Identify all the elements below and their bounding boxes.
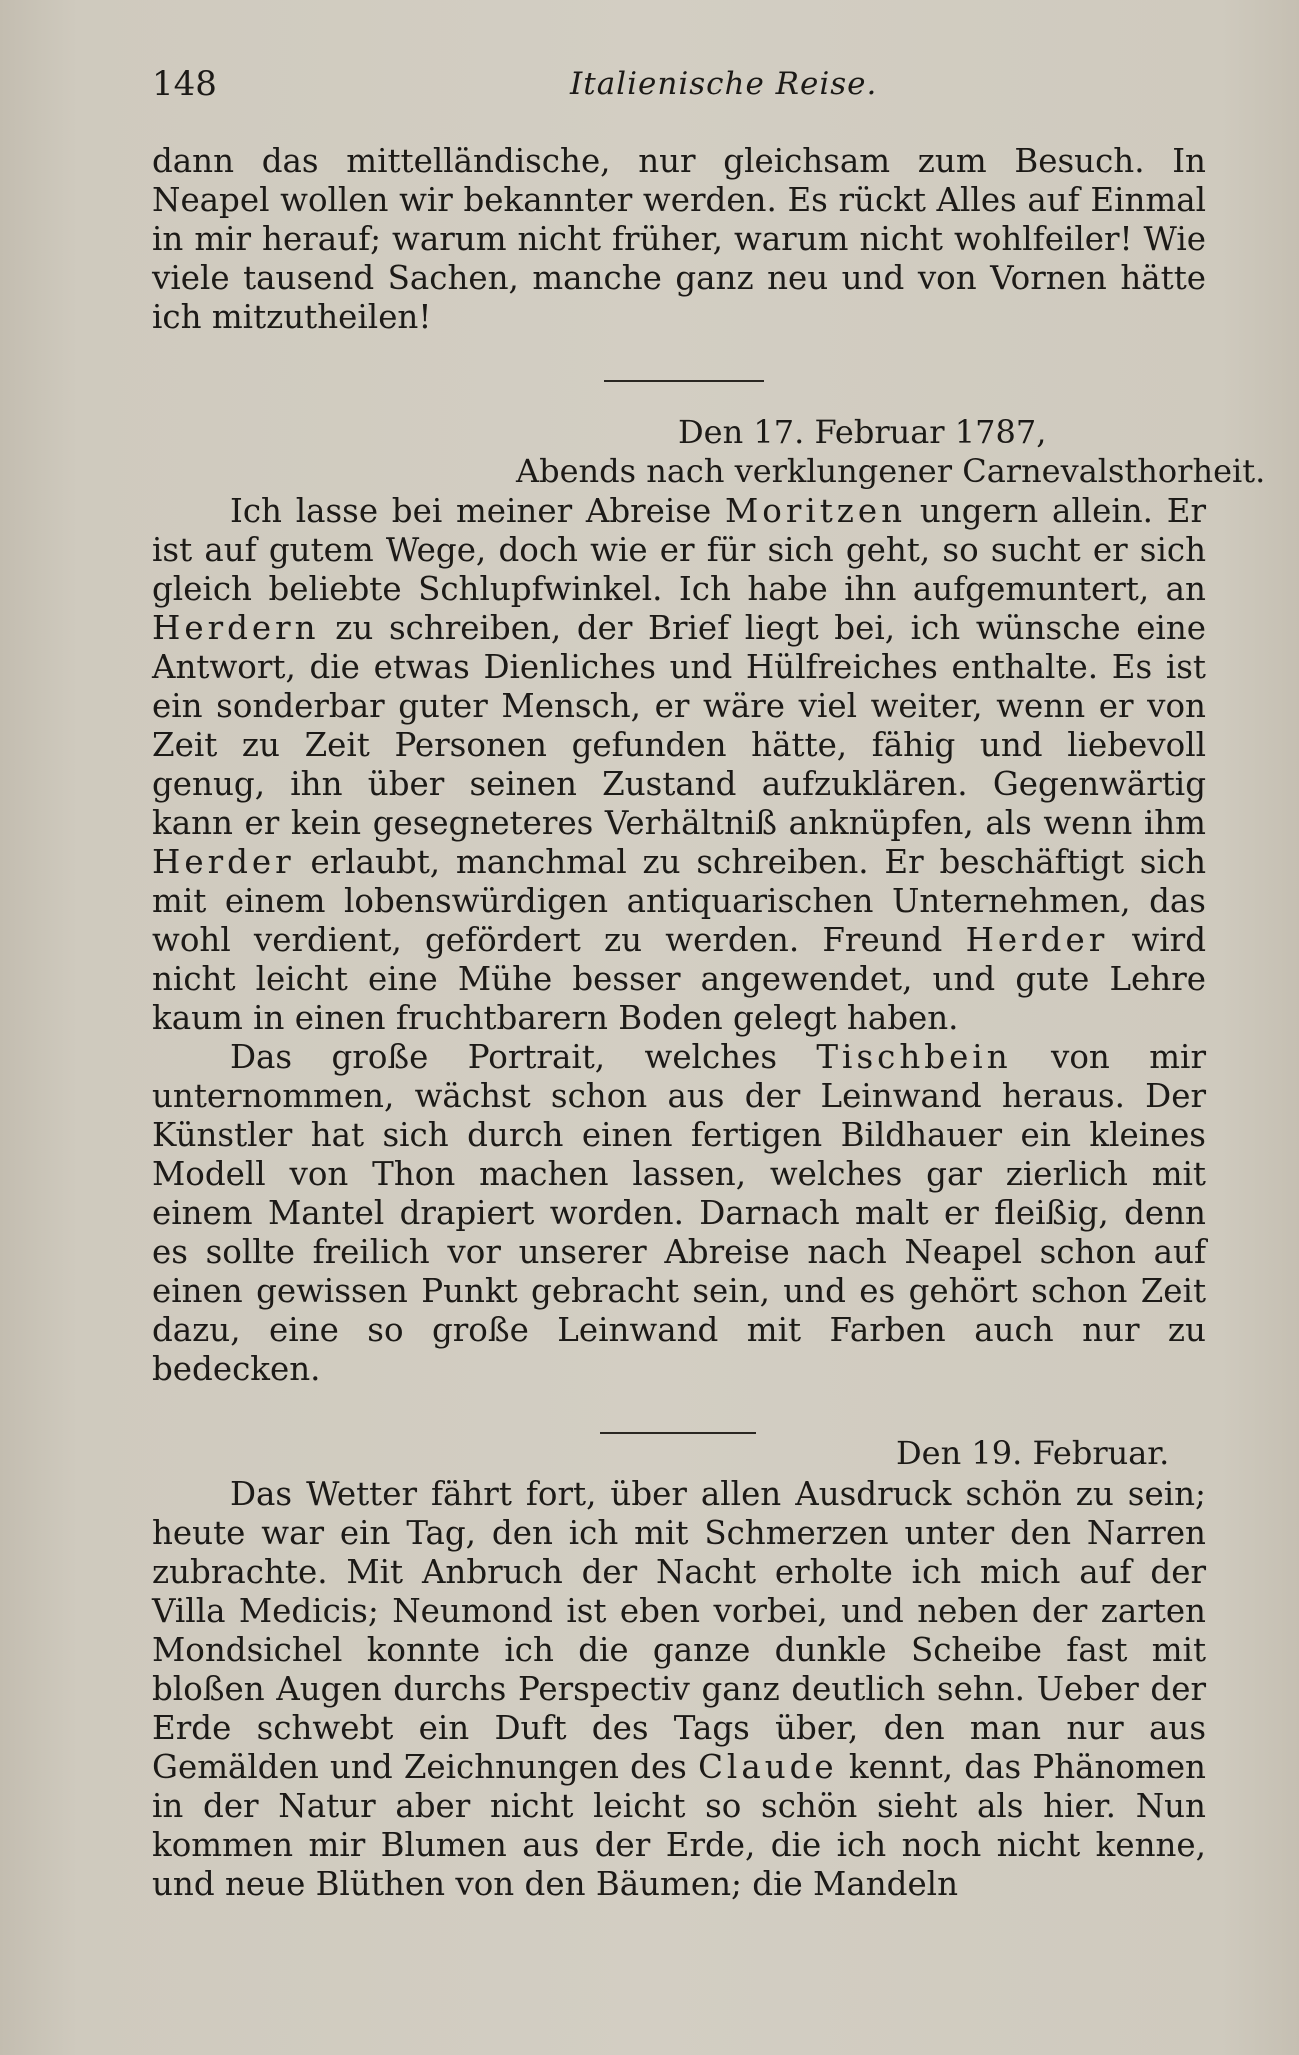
entry-date: Den 17. Februar 1787, [678, 413, 1047, 451]
paragraph [152, 492, 1206, 1038]
text-run: von mir unternommen, wächst schon aus der Leinwand heraus. Der Künstler hat sich durch einen fertigen Bildhauer ein kleines Modell von Thon machen lassen, welches gar zierlich mit einem Mantel drapiert worden. Darnach malt er fleißig, denn es sollte freilich vor unserer Abreise nach Neapel schon auf einen gewissen Punkt gebracht sein, und es gehört schon Zeit dazu, eine so große Leinwand mit Farben auch nur zu bedecken. [152, 1038, 1206, 1388]
section-divider [604, 380, 764, 382]
spaced-name: Herder [965, 921, 1109, 959]
paragraph-text: dann das mittelländische, nur gleichsam zum Besuch. In Neapel wollen wir bekannter werden. Es rückt Alles auf Einmal in mir herauf; warum nicht früher, warum nicht wohlfeiler! Wie viele tausend Sachen, manche ganz neu und von Vornen hätte ich mitzutheilen! [152, 142, 1206, 336]
opening-paragraph [152, 142, 1206, 337]
entry-19-body [152, 1475, 1206, 1904]
spaced-name: Herdern [152, 609, 320, 647]
section-divider [600, 1432, 756, 1434]
running-head: Italienische Reise. [570, 66, 878, 102]
text-run: wird nicht leicht eine Mühe besser angewendet, und gute Lehre kaum in einen fruchtbarern Boden gelegt haben. [152, 921, 1207, 1037]
spaced-name: Tischbein [816, 1038, 1012, 1076]
text-run: erlaubt, manchmal zu schreiben. Er beschäftigt sich mit einem lobenswürdigen antiquarischen Unternehmen, das wohl verdient, gefördert zu werden. Freund [152, 843, 1206, 959]
paragraph [152, 1038, 1206, 1389]
text-run: kennt, das Phänomen in der Natur aber nicht leicht so schön sieht als hier. Nun kommen mir Blumen aus der Erde, die ich noch nicht kenne, und neue Blüthen von den Bäumen; die Mandeln [152, 1748, 1206, 1903]
spaced-name: Moritzen [724, 492, 907, 530]
text-run: zu schreiben, der Brief liegt bei, ich wünsche eine Antwort, die etwas Dienliches und Hülfreiches enthalte. Es ist ein sonderbar guter Mensch, er wäre viel weiter, wenn er von Zeit zu Zeit Personen gefunden hätte, fähig und liebevoll genug, ihn über seinen Zustand aufzuklären. Gegenwärtig kann er kein gesegneteres Verhältniß anknüpfen, als wenn ihm [152, 609, 1206, 842]
page-number: 148 [152, 64, 217, 104]
entry-subtitle: Abends nach verklungener Carnevalsthorheit. [516, 452, 1266, 490]
text-run: Das große Portrait, welches [230, 1038, 817, 1076]
page-header [152, 64, 1152, 108]
spaced-name: Herder [152, 843, 295, 881]
spaced-name: Claude [698, 1748, 838, 1786]
entry-17-body [152, 492, 1206, 1389]
paragraph [152, 1475, 1206, 1904]
text-run: Das Wetter fährt fort, über allen Ausdruck schön zu sein; heute war ein Tag, den ich mit Schmerzen unter den Narren zubrachte. Mit Anbruch der Nacht erholte ich mich auf der Villa Medicis; Neumond ist eben vorbei, und neben der zarten Mondsichel konnte ich die ganze dunkle Scheibe fast mit bloßen Augen durchs Perspectiv ganz deutlich sehn. Ueber der Erde schwebt ein Duft des Tags über, den man nur aus Gemälden und Zeichnungen des [152, 1475, 1206, 1786]
entry-date: Den 19. Februar. [896, 1434, 1170, 1472]
text-run: Ich lasse bei meiner Abreise [230, 492, 725, 530]
text-run: ungern allein. Er ist auf gutem Wege, doch wie er für sich geht, so sucht er sich gleich beliebte Schlupfwinkel. Ich habe ihn aufgemuntert, an [152, 492, 1206, 608]
